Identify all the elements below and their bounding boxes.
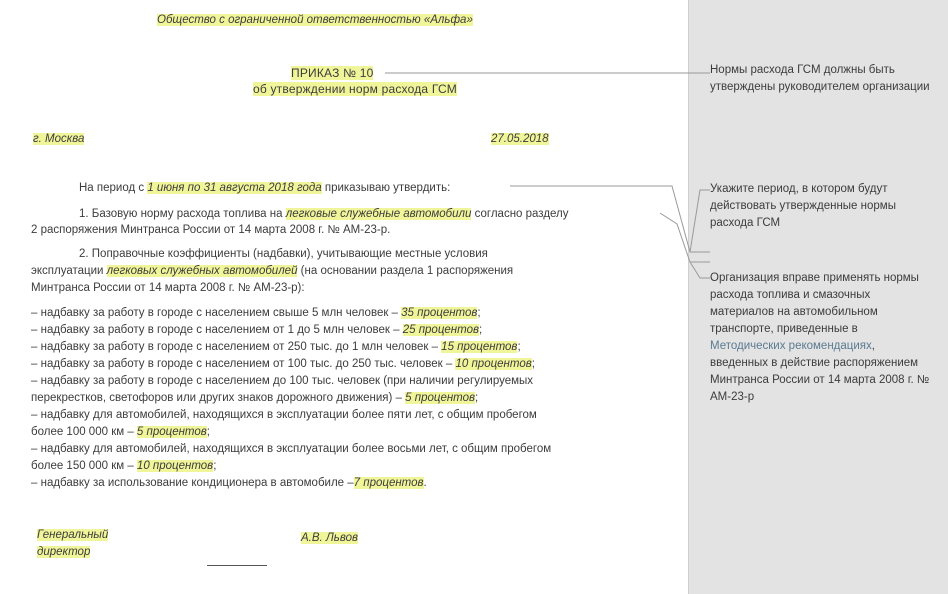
list-item: – надбавку за работу в городе с населением свыше 5 млн человек – 35 процентов;: [31, 307, 481, 319]
list-item-6-line-1: – надбавку для автомобилей, находящихся в эксплуатации более пяти лет, с общим пробегом: [31, 409, 537, 421]
list-item-6-line-2: более 100 000 км – 5 процентов;: [31, 426, 210, 438]
note-approval: Нормы расхода ГСМ должны быть утверждены руководителем организации: [710, 64, 930, 93]
company-name: Общество с ограниченной ответственностью «Альфа»: [157, 14, 473, 26]
list-item: – надбавку за работу в городе с населением от 100 тыс. до 250 тыс. человек – 10 процентов;: [31, 358, 535, 370]
paragraph-2-line-1: 2. Поправочные коэффициенты (надбавки), учитывающие местные условия: [79, 248, 488, 260]
note-guidelines: Организация вправе применять нормы расхода топлива и смазочных материалов на автомобильном транспорте, приведенные в Методических рекомендациях, введенных в действие распоряжением Минтранса России от 14 марта 2008 г. № АМ-23-р: [710, 272, 930, 403]
list-item-8: – надбавку за использование кондиционера в автомобиле –7 процентов.: [31, 477, 427, 489]
paragraph-1-line-1: 1. Базовую норму расхода топлива на легковые служебные автомобили согласно разделу: [79, 208, 569, 220]
paragraph-1-line-2: 2 распоряжения Минтранса России от 14 марта 2008 г. № АМ-23-р.: [31, 224, 391, 236]
list-item-5-line-2: перекрестков, светофоров или других знаков дорожного движения) – 5 процентов;: [31, 392, 479, 404]
order-subtitle: об утверждении норм расхода ГСМ: [253, 82, 457, 96]
list-item: – надбавку за работу в городе с населением от 250 тыс. до 1 млн человек – 15 процентов;: [31, 341, 521, 353]
list-item-7-line-1: – надбавку для автомобилей, находящихся в эксплуатации более восьми лет, с общим пробегом: [31, 443, 552, 455]
list-item: – надбавку за работу в городе с населением от 1 до 5 млн человек – 25 процентов;: [31, 324, 483, 336]
order-title: ПРИКАЗ № 10: [291, 66, 374, 80]
signer-name: А.В. Львов: [301, 532, 359, 544]
signature-line: [207, 565, 267, 566]
paragraph-2-line-3: Минтранса России от 14 марта 2008 г. № АМ-23-р):: [31, 282, 305, 294]
city: г. Москва: [33, 133, 85, 145]
list-item-5-line-1: – надбавку за работу в городе с населением до 100 тыс. человек (при наличии регулируемых: [31, 375, 534, 387]
signer-position-line-2: директор: [37, 546, 91, 558]
signer-position-line-1: Генеральный: [37, 529, 109, 541]
paragraph-2-line-2: эксплуатации легковых служебных автомобилей (на основании раздела 1 распоряжения: [31, 265, 514, 277]
intro-line: На период с 1 июня по 31 августа 2018 года приказываю утвердить:: [79, 182, 451, 194]
order-date: 27.05.2018: [491, 133, 549, 145]
note-period: Укажите период, в котором будут действовать утвержденные нормы расхода ГСМ: [710, 183, 896, 229]
guidelines-link[interactable]: Методических рекомендациях: [710, 340, 872, 352]
list-item-7-line-2: более 150 000 км – 10 процентов;: [31, 460, 217, 472]
